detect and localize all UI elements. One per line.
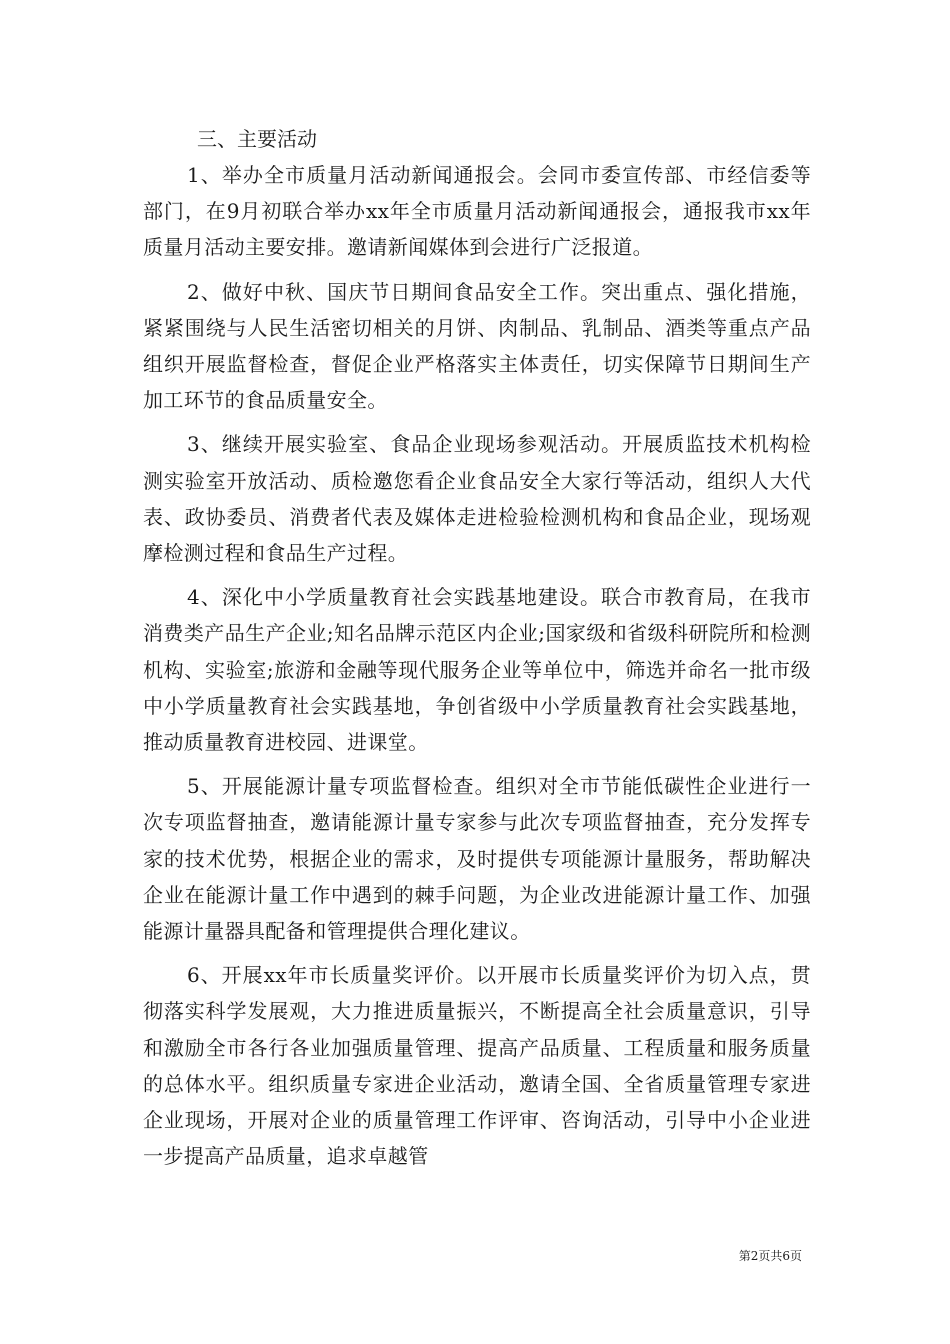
paragraph-5: 5、开展能源计量专项监督检查。组织对全市节能低碳性企业进行一次专项监督抽查，邀请能源计量专家参与此次专项监督抽查，充分发挥专家的技术优势，根据企业的需求，及时提供专项能源计量服务，帮助解决企业在能源计量工作中遇到的棘手问题，为企业改进能源计量工作、加强能源计量器具配备和管理提供合理化建议。 [143, 774, 811, 944]
document-body [143, 122, 811, 1174]
paragraph-2: 2、做好中秋、国庆节日期间食品安全工作。突出重点、强化措施，紧紧围绕与人民生活密切相关的月饼、肉制品、乳制品、酒类等重点产品组织开展监督检查，督促企业严格落实主体责任，切实保障节日期间生产加工环节的食品质量安全。 [143, 279, 811, 413]
paragraph-1: 1、举办全市质量月活动新闻通报会。会同市委宣传部、市经信委等部门，在9月初联合举办xx年全市质量月活动新闻通报会，通报我市xx年质量月活动主要安排。邀请新闻媒体到会进行广泛报道。 [143, 163, 811, 260]
paragraph-4: 4、深化中小学质量教育社会实践基地建设。联合市教育局，在我市消费类产品生产企业;知名品牌示范区内企业;国家级和省级科研院所和检测机构、实验室;旅游和金融等现代服务企业等单位中，筛选并命名一批市级中小学质量教育社会实践基地，争创省级中小学质量教育社会实践基地，推动质量教育进校园、进课堂。 [143, 585, 811, 755]
section-heading: 三、主要活动 [197, 127, 317, 151]
paragraph-6: 6、开展xx年市长质量奖评价。以开展市长质量奖评价为切入点，贯彻落实科学发展观，大力推进质量振兴，不断提高全社会质量意识，引导和激励全市各行各业加强质量管理、提高产品质量、工程质量和服务质量的总体水平。组织质量专家进企业活动，邀请全国、全省质量管理专家进企业现场，开展对企业的质量管理工作评审、咨询活动，引导中小企业进一步提高产品质量，追求卓越管 [143, 963, 811, 1169]
page-number: 第2页共6页 [738, 1249, 802, 1263]
paragraph-3: 3、继续开展实验室、食品企业现场参观活动。开展质监技术机构检测实验室开放活动、质检邀您看企业食品安全大家行等活动，组织人大代表、政协委员、消费者代表及媒体走进检验检测机构和食品企业，现场观摩检测过程和食品生产过程。 [143, 432, 811, 566]
